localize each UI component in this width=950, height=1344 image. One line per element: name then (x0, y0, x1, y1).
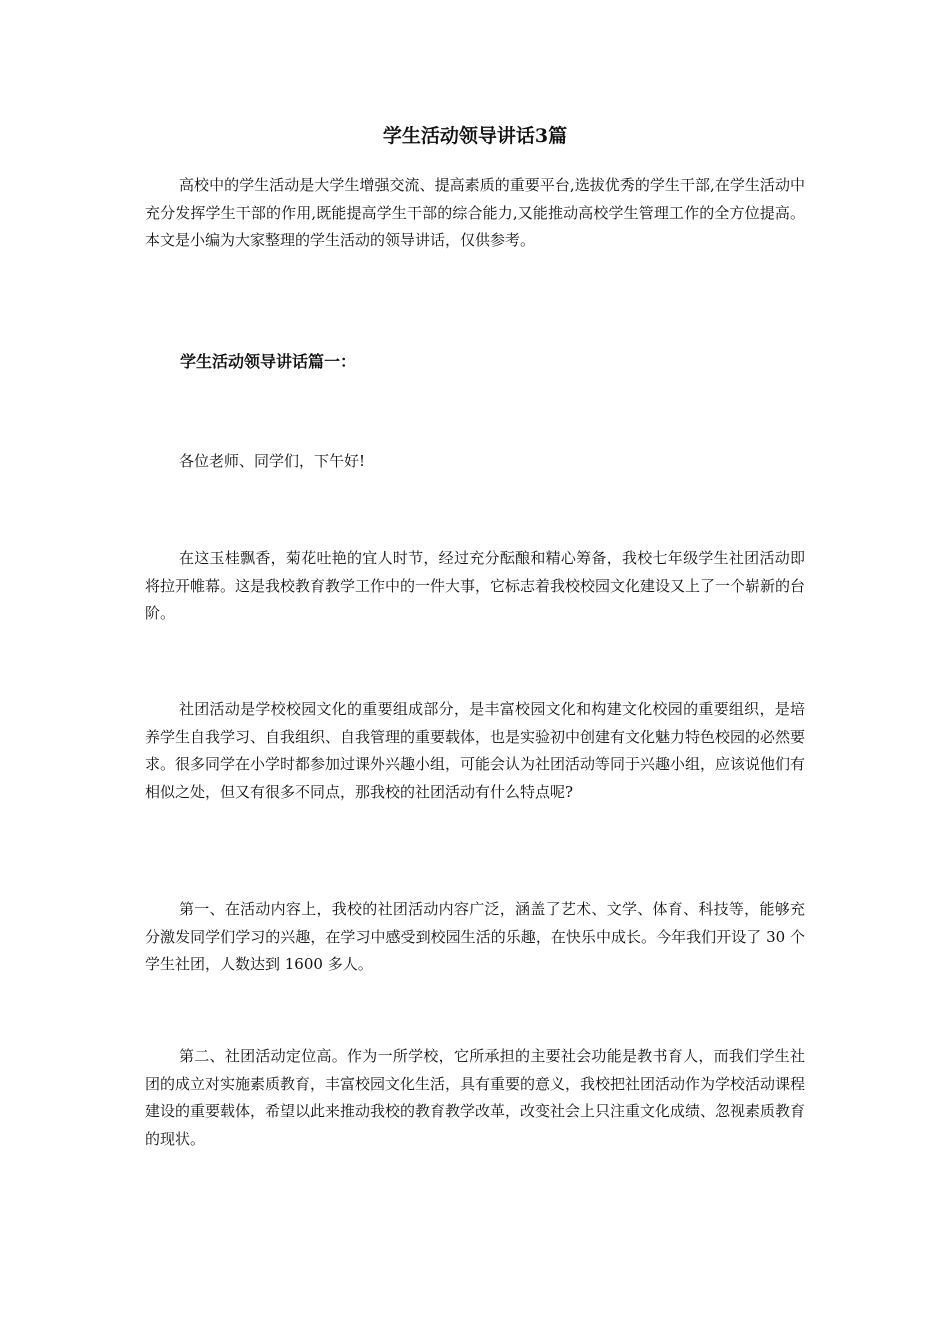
body-paragraph: 在这玉桂飘香，菊花吐艳的宜人时节，经过充分酝酿和精心筹备，我校七年级学生社团活动即将拉开帷幕。这是我校教育教学工作中的一件大事，它标志着我校校园文化建设又上了一个崭新的台阶。 (145, 549, 806, 622)
intro-paragraph: 高校中的学生活动是大学生增强交流、提高素质的重要平台,选拔优秀的学生干部,在学生活动中充分发挥学生干部的作用,既能提高学生干部的综合能力,又能推动高校学生管理工作的全方位提高。本文是小编为大家整理的学生活动的领导讲话，仅供参考。 (145, 176, 805, 249)
section-heading: 学生活动领导讲话篇一： (180, 352, 357, 371)
greeting-paragraph: 各位老师、同学们，下午好! (179, 452, 366, 470)
body-paragraph: 社团活动是学校校园文化的重要组成部分，是丰富校园文化和构建文化校园的重要组织，是培养学生自我学习、自我组织、自我管理的重要载体，也是实验初中创建有文化魅力特色校园的必然要求。很多同学在小学时都参加过课外兴趣小组，可能会认为社团活动等同于兴趣小组，应该说他们有相似之处，但又有很多不同点，那我校的社团活动有什么特点呢? (145, 700, 806, 801)
document-title: 学生活动领导讲话3篇 (382, 125, 568, 147)
body-paragraph: 第一、在活动内容上，我校的社团活动内容广泛，涵盖了艺术、文学、体育、科技等，能够充分激发同学们学习的兴趣，在学习中感受到校园生活的乐趣，在快乐中成长。今年我们开设了 30 个学生社团，人数达到 1600 多人。 (145, 900, 805, 973)
body-paragraph: 第二、社团活动定位高。作为一所学校，它所承担的主要社会功能是教书育人，而我们学生社团的成立对实施素质教育，丰富校园文化生活，具有重要的意义，我校把社团活动作为学校活动课程建设的重要载体，希望以此来推动我校的教育教学改革，改变社会上只注重文化成绩、忽视素质教育的现状。 (145, 1047, 806, 1148)
